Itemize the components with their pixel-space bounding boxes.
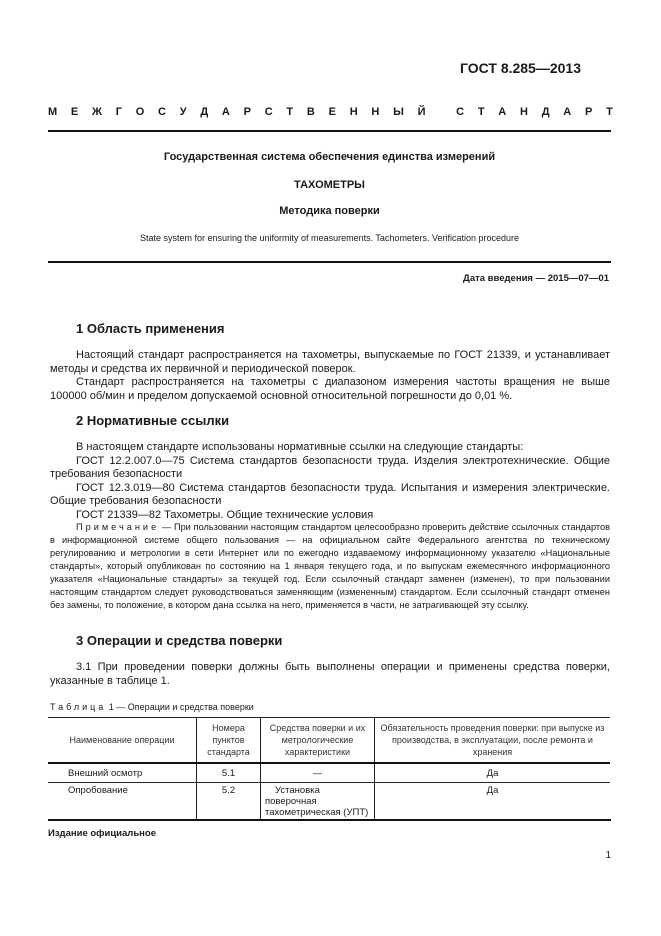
divider [48, 130, 611, 132]
cell: — [261, 763, 375, 783]
document-subtitle: Методика поверки [279, 205, 380, 217]
paragraph: ГОСТ 12.2.007.0—75 Система стандартов безопасности труда. Изделия электротехнические. Общие требования безопасности [50, 454, 610, 480]
banner-letter: Т [286, 106, 294, 118]
section-heading: 2 Нормативные ссылки [76, 413, 230, 428]
section-heading: 1 Область применения [76, 321, 225, 336]
caption-label: Таблица [50, 702, 107, 712]
banner-letter: Г [115, 106, 122, 118]
note [50, 521, 610, 612]
banner-letter: А [563, 106, 572, 118]
banner-letter: С [456, 106, 465, 118]
section-body [50, 441, 610, 522]
banner-gap [439, 106, 442, 118]
cell: 5.1 [197, 763, 261, 783]
column-header: Номера пунктов стандарта [197, 718, 261, 764]
table-row [48, 763, 610, 783]
cell: 5.2 [197, 783, 261, 821]
banner-letter: Д [541, 106, 550, 118]
paragraph: 3.1 При проведении поверки должны быть выполнены операции и применены средства поверки, указанные в таблице 1. [50, 661, 610, 687]
banner-letter: Ы [393, 106, 404, 118]
document-title: ТАХОМЕТРЫ [294, 179, 365, 191]
banner-letter: Н [349, 106, 358, 118]
cell: Да [375, 783, 611, 821]
cell: Установка поверочная тахометрическая (УПТ) [261, 783, 375, 821]
page-number: 1 [605, 850, 611, 861]
operations-table [48, 717, 610, 821]
banner-letter: Й [417, 106, 426, 118]
edition-label: Издание официальное [48, 828, 156, 839]
banner-letter: Е [70, 106, 79, 118]
banner-letter: М [48, 106, 58, 118]
table-caption [50, 702, 254, 712]
divider [48, 261, 611, 263]
banner-letter: О [135, 106, 145, 118]
cell: Да [375, 763, 611, 783]
document-number: ГОСТ 8.285—2013 [459, 60, 581, 76]
paragraph: В настоящем стандарте использованы нормативные ссылки на следующие стандарты: [76, 441, 524, 453]
banner-letter: Т [606, 106, 613, 118]
cell: Внешний осмотр [48, 763, 197, 783]
banner-letter: Н [371, 106, 380, 118]
paragraph: Стандарт распространяется на тахометры с диапазоном измерения частоты вращения не выше 100000 об/мин и пределом допускаемой основной относительной погрешности до 0,01 %. [50, 376, 610, 402]
banner-letter: А [498, 106, 507, 118]
paragraph: ГОСТ 21339—82 Тахометры. Общие технические условия [76, 508, 374, 521]
section-body [50, 349, 610, 403]
banner-letter: Е [328, 106, 336, 118]
banner-letter: Р [585, 106, 593, 118]
column-header: Обязательность проведения поверки: при выпуске из производства, в эксплуатации, после ремонта и хранения [375, 718, 611, 764]
table-row [48, 783, 610, 821]
banner-letter: Р [243, 106, 251, 118]
banner-letter: С [158, 106, 166, 118]
divider [48, 819, 611, 821]
banner-letter: В [306, 106, 315, 118]
system-title: Государственная система обеспечения единства измерений [163, 151, 496, 163]
standard-banner [48, 106, 613, 118]
banner-letter: С [264, 106, 273, 118]
section-heading: 3 Операции и средства поверки [76, 633, 283, 648]
note-text: — При пользовании настоящим стандартом целесообразно проверить действие ссылочных стандартов в информационной системе общего пользования — на официальном сайте Федерального агентства по техническому регулированию и метрологии в сети Интернет или по ежегодно издаваемому информационному указателю «Национальные стандарты», который опубликован по состоянию на 1 января текущего года, и по выпускам ежемесячного информационного указателя «Национальные стандарты» за текущей год. Если ссылочный стандарт заменен (изменен), то при пользовании настоящим стандартом следует руководствоваться заменяющим (измененным) стандартом. Если ссылочный стандарт отменен без замены, то положение, в котором дана ссылка на него, применяется в части, не затрагивающей эту ссылку. [50, 522, 610, 610]
section-body [50, 661, 610, 688]
intro-date: Дата введения — 2015—07—01 [463, 273, 609, 284]
paragraph: ГОСТ 12.3.019—80 Система стандартов безопасности труда. Испытания и измерения электрические. Общие требования безопасности [50, 481, 610, 507]
banner-letter: Н [520, 106, 528, 118]
column-header: Наименование операции [48, 718, 197, 764]
note-label: Примечание [76, 522, 160, 532]
caption-text: 1 — Операции и средства поверки [106, 702, 254, 712]
cell: Опробование [48, 783, 197, 821]
english-title: State system for ensuring the uniformity of measurements. Tachometers. Verification procedure [139, 233, 519, 243]
banner-letter: Д [200, 106, 209, 118]
column-header: Средства поверки и их метрологические характеристики [261, 718, 375, 764]
banner-letter: Ж [92, 106, 102, 118]
banner-letter: А [221, 106, 230, 118]
banner-letter: Т [477, 106, 485, 118]
paragraph: Настоящий стандарт распространяется на тахометры, выпускаемые по ГОСТ 21339, и устанавливает методы и средства их первичной и периодической поверок. [50, 349, 610, 375]
banner-letter: У [179, 106, 187, 118]
